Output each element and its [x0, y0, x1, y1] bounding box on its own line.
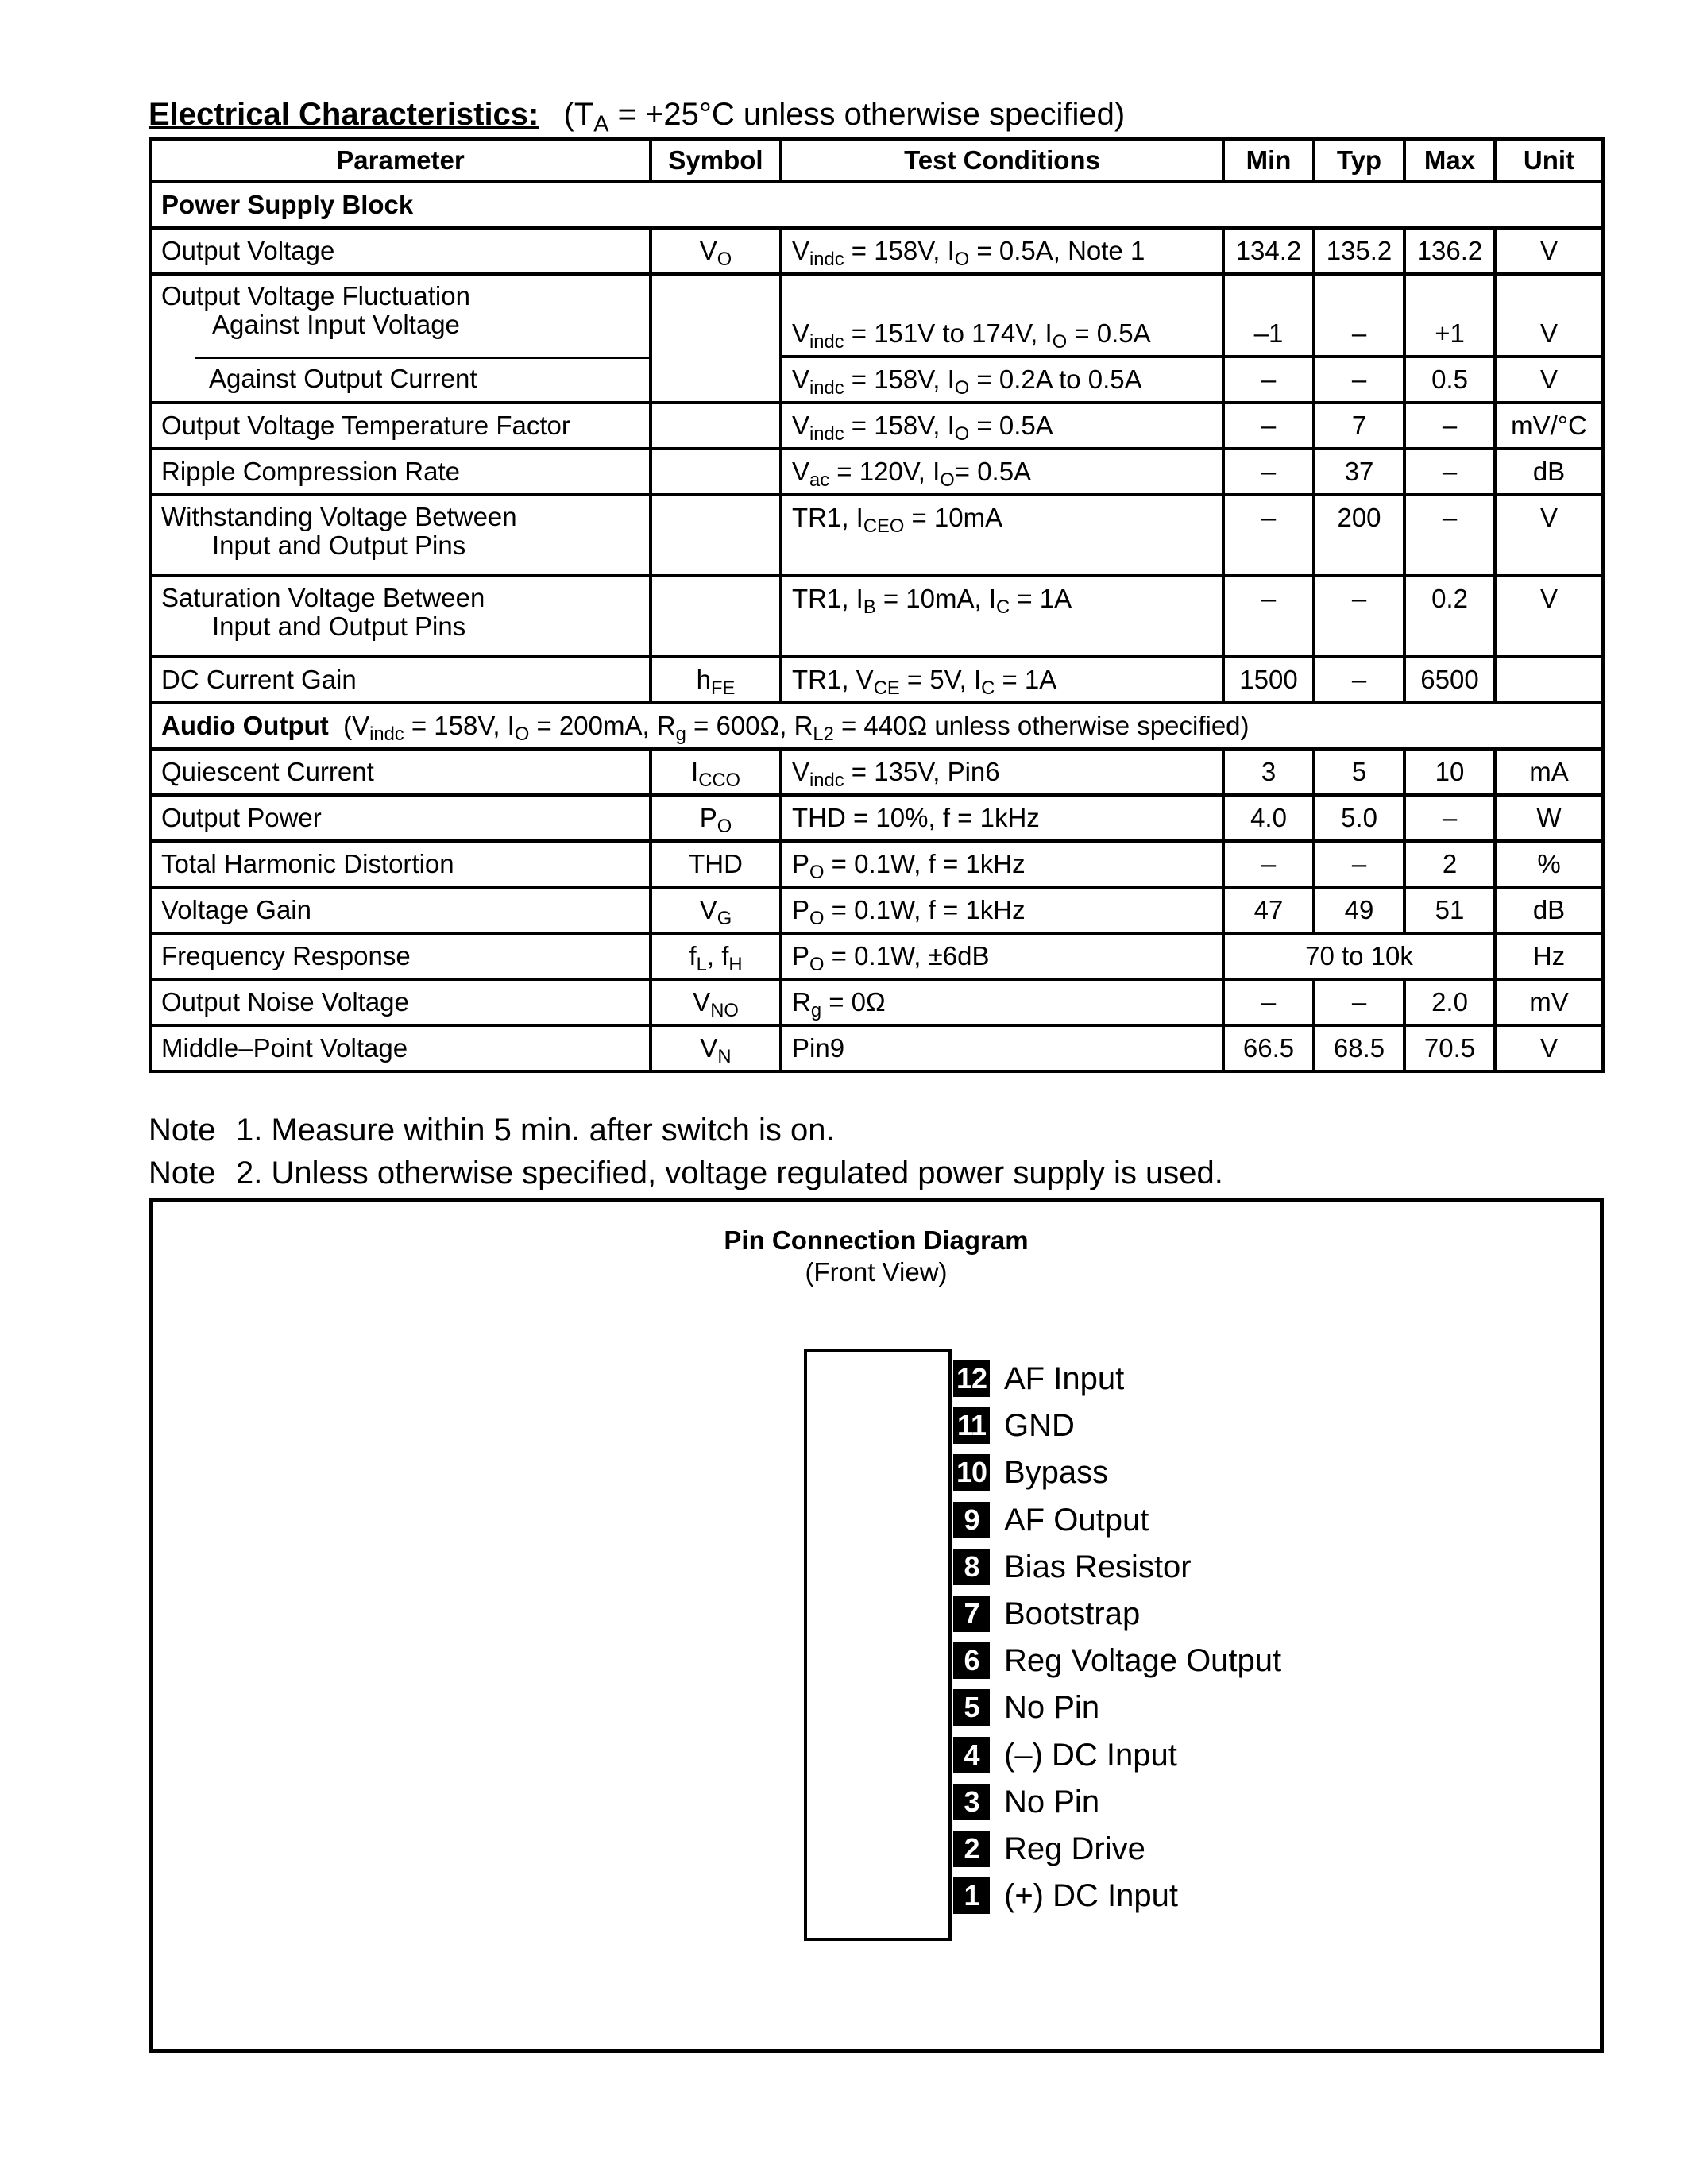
- table-row: [150, 795, 1603, 841]
- condition-cell: THD = 10%, f = 1kHz: [781, 795, 1223, 841]
- header-max: Max: [1404, 139, 1495, 182]
- pin-label: No Pin: [1004, 1784, 1100, 1819]
- param-cell: Withstanding Voltage Between Input and Output Pins: [150, 495, 651, 576]
- symbol-cell: $V_{NO}$: [651, 979, 781, 1025]
- pin-number: 7: [953, 1596, 990, 1632]
- symbol-cell: [651, 576, 781, 657]
- pin-row: [953, 1735, 1177, 1775]
- pin-label: Reg Drive: [1004, 1831, 1145, 1866]
- symbol-cell: [651, 403, 781, 449]
- section-audio-output: Audio Output ($V_{indc} = 158V$, $I_O = 200mA$, $R_g = 600\Omega$, $R_{L2} = 440\Omega$ unless otherwise specified): [150, 703, 1603, 749]
- pin-number: 5: [953, 1689, 990, 1726]
- pin-row: [953, 1547, 1192, 1587]
- typ-cell: –: [1314, 576, 1404, 657]
- table-header-row: [150, 139, 1603, 182]
- table-row: [150, 576, 1603, 657]
- title-condition: ($T_A = +25^\circ C$ unless otherwise specified): [563, 97, 1126, 137]
- min-cell: 47: [1223, 887, 1314, 933]
- table-row: [150, 1025, 1603, 1071]
- param-cell: Middle–Point Voltage: [150, 1025, 651, 1071]
- table-row: [150, 228, 1603, 274]
- param-cell: Output Power: [150, 795, 651, 841]
- condition-cell: TR1, $I_{CEO} = 10mA$: [781, 495, 1223, 576]
- unit-cell: V: [1495, 357, 1603, 403]
- pin-label: Bootstrap: [1004, 1596, 1141, 1631]
- param-cell: DC Current Gain: [150, 657, 651, 703]
- pin-number: 2: [953, 1831, 990, 1867]
- condition-cell: $V_{indc} = 158V$, $I_O = 0.2A$ to 0.5A: [781, 357, 1223, 403]
- pin-row: [953, 1406, 1075, 1445]
- typ-cell: 200: [1314, 495, 1404, 576]
- max-cell: 0.2: [1404, 576, 1495, 657]
- title-heading: Electrical Characteristics:: [149, 97, 539, 132]
- pin-number: 12: [953, 1360, 990, 1397]
- typ-cell: –: [1314, 357, 1404, 403]
- header-test-conditions: Test Conditions: [781, 139, 1223, 182]
- unit-cell: V: [1495, 1025, 1603, 1071]
- pin-label: GND: [1004, 1407, 1075, 1443]
- pin-row: [953, 1782, 1099, 1822]
- table-row: [150, 357, 1603, 403]
- max-cell: 2.0: [1404, 979, 1495, 1025]
- typ-cell: –: [1314, 274, 1404, 357]
- pin-row: [953, 1641, 1281, 1680]
- symbol-cell: $V_O$: [651, 228, 781, 274]
- symbol-cell: $V_G$: [651, 887, 781, 933]
- min-cell: 134.2: [1223, 228, 1314, 274]
- table-row: [150, 979, 1603, 1025]
- ic-package-outline: [804, 1349, 952, 1941]
- max-cell: 6500: [1404, 657, 1495, 703]
- max-cell: 0.5: [1404, 357, 1495, 403]
- min-cell: 1500: [1223, 657, 1314, 703]
- pin-number: 1: [953, 1877, 990, 1914]
- range-cell: 70 to 10k: [1223, 933, 1495, 979]
- max-cell: –: [1404, 495, 1495, 576]
- pin-label: Reg Voltage Output: [1004, 1642, 1282, 1678]
- header-unit: Unit: [1495, 139, 1603, 182]
- pin-row: [953, 1688, 1099, 1727]
- param-cell: Output Voltage Fluctuation Against Input Voltage: [150, 274, 651, 357]
- param-cell: Against Output Current: [150, 357, 651, 403]
- param-cell: Saturation Voltage Between Input and Output Pins: [150, 576, 651, 657]
- symbol-cell: [651, 495, 781, 576]
- typ-cell: 37: [1314, 449, 1404, 495]
- unit-cell: %: [1495, 841, 1603, 887]
- condition-cell: $P_O = 0.1W$, f = 1kHz: [781, 887, 1223, 933]
- min-cell: –: [1223, 576, 1314, 657]
- unit-cell: V: [1495, 495, 1603, 576]
- section-power-supply: Power Supply Block: [150, 182, 1603, 228]
- symbol-cell: $I_{CCO}$: [651, 749, 781, 795]
- min-cell: 66.5: [1223, 1025, 1314, 1071]
- unit-cell: mA: [1495, 749, 1603, 795]
- max-cell: 51: [1404, 887, 1495, 933]
- min-cell: –1: [1223, 274, 1314, 357]
- pin-row: [953, 1359, 1124, 1399]
- table-row: [150, 749, 1603, 795]
- condition-cell: $V_{indc} = 158V$, $I_O = 0.5A$, Note 1: [781, 228, 1223, 274]
- table-row: [150, 449, 1603, 495]
- pin-connection-diagram: [149, 1198, 1604, 2053]
- min-cell: 4.0: [1223, 795, 1314, 841]
- unit-cell: dB: [1495, 449, 1603, 495]
- symbol-cell: $V_N$: [651, 1025, 781, 1071]
- pin-label: (–) DC Input: [1004, 1737, 1177, 1773]
- condition-cell: $V_{indc} = 158V$, $I_O = 0.5A$: [781, 403, 1223, 449]
- table-row: [150, 403, 1603, 449]
- pin-number: 9: [953, 1502, 990, 1538]
- param-cell: Total Harmonic Distortion: [150, 841, 651, 887]
- diagram-subtitle: (Front View): [805, 1257, 948, 1287]
- typ-cell: 49: [1314, 887, 1404, 933]
- condition-cell: $V_{ac} = 120V$, $I_O= 0.5A$: [781, 449, 1223, 495]
- unit-cell: mV: [1495, 979, 1603, 1025]
- pin-label: AF Input: [1004, 1360, 1125, 1396]
- pin-number: 10: [953, 1454, 990, 1491]
- symbol-cell: $P_O$: [651, 795, 781, 841]
- typ-cell: 7: [1314, 403, 1404, 449]
- pin-row: [953, 1453, 1108, 1492]
- typ-cell: 5: [1314, 749, 1404, 795]
- unit-cell: Hz: [1495, 933, 1603, 979]
- min-cell: –: [1223, 357, 1314, 403]
- pin-label: AF Output: [1004, 1502, 1149, 1538]
- min-cell: –: [1223, 403, 1314, 449]
- unit-cell: V: [1495, 274, 1603, 357]
- typ-cell: 68.5: [1314, 1025, 1404, 1071]
- typ-cell: –: [1314, 657, 1404, 703]
- note-1: Note 1. Measure within 5 min. after switch is on.: [149, 1113, 835, 1148]
- header-parameter: Parameter: [150, 139, 651, 182]
- pin-label: No Pin: [1004, 1689, 1100, 1725]
- condition-cell: $R_g = 0\Omega$: [781, 979, 1223, 1025]
- page-title: [149, 91, 1602, 138]
- param-cell: Voltage Gain: [150, 887, 651, 933]
- unit-cell: mV/°C: [1495, 403, 1603, 449]
- symbol-cell: [651, 274, 781, 357]
- pin-row: [953, 1829, 1145, 1869]
- max-cell: +1: [1404, 274, 1495, 357]
- min-cell: 3: [1223, 749, 1314, 795]
- table-row: [150, 657, 1603, 703]
- pin-row: [953, 1500, 1149, 1540]
- pin-number: 11: [953, 1407, 990, 1444]
- unit-cell: V: [1495, 576, 1603, 657]
- typ-cell: 5.0: [1314, 795, 1404, 841]
- pin-number: 8: [953, 1549, 990, 1585]
- condition-cell: TR1, $V_{CE} = 5V$, $I_C = 1A$: [781, 657, 1223, 703]
- header-symbol: Symbol: [651, 139, 781, 182]
- condition-cell: $P_O = 0.1W$, ±6dB: [781, 933, 1223, 979]
- notes: [149, 1109, 1223, 1194]
- table-row: [150, 495, 1603, 576]
- pin-row: [953, 1876, 1178, 1916]
- min-cell: –: [1223, 841, 1314, 887]
- section-row-audio: [150, 703, 1603, 749]
- typ-cell: –: [1314, 979, 1404, 1025]
- condition-cell: $V_{indc} = 135V$, Pin6: [781, 749, 1223, 795]
- param-cell: Ripple Compression Rate: [150, 449, 651, 495]
- symbol-cell: [651, 357, 781, 403]
- electrical-characteristics-table: [149, 137, 1605, 1073]
- unit-cell: dB: [1495, 887, 1603, 933]
- condition-cell: $V_{indc} = 151V$ to 174V, $I_O = 0.5A$: [781, 274, 1223, 357]
- section-row-power: [150, 182, 1603, 228]
- table-row: [150, 841, 1603, 887]
- max-cell: 136.2: [1404, 228, 1495, 274]
- pin-label: (+) DC Input: [1004, 1877, 1178, 1913]
- max-cell: 10: [1404, 749, 1495, 795]
- max-cell: –: [1404, 795, 1495, 841]
- unit-cell: [1495, 657, 1603, 703]
- unit-cell: V: [1495, 228, 1603, 274]
- param-cell: Output Voltage Temperature Factor: [150, 403, 651, 449]
- symbol-cell: $f_L$, $f_H$: [651, 933, 781, 979]
- pin-row: [953, 1594, 1140, 1634]
- param-cell: Output Noise Voltage: [150, 979, 651, 1025]
- pin-number: 4: [953, 1737, 990, 1773]
- condition-cell: $P_O = 0.1W$, f = 1kHz: [781, 841, 1223, 887]
- symbol-cell: $h_{FE}$: [651, 657, 781, 703]
- typ-cell: 135.2: [1314, 228, 1404, 274]
- table-row: [150, 933, 1603, 979]
- symbol-cell: [651, 449, 781, 495]
- max-cell: –: [1404, 403, 1495, 449]
- table-row: [150, 887, 1603, 933]
- pin-label: Bias Resistor: [1004, 1549, 1192, 1584]
- pin-label: Bypass: [1004, 1454, 1109, 1490]
- pin-number: 6: [953, 1642, 990, 1679]
- param-cell: Frequency Response: [150, 933, 651, 979]
- param-cell: Quiescent Current: [150, 749, 651, 795]
- header-typ: Typ: [1314, 139, 1404, 182]
- max-cell: 70.5: [1404, 1025, 1495, 1071]
- max-cell: –: [1404, 449, 1495, 495]
- unit-cell: W: [1495, 795, 1603, 841]
- typ-cell: –: [1314, 841, 1404, 887]
- condition-cell: TR1, $I_B = 10mA$, $I_C = 1A$: [781, 576, 1223, 657]
- condition-cell: Pin9: [781, 1025, 1223, 1071]
- pin-number: 3: [953, 1784, 990, 1820]
- min-cell: –: [1223, 979, 1314, 1025]
- diagram-title: Pin Connection Diagram: [724, 1225, 1029, 1255]
- note-2: Note 2. Unless otherwise specified, voltage regulated power supply is used.: [149, 1156, 1223, 1190]
- table-row: [150, 274, 1603, 357]
- symbol-cell: THD: [651, 841, 781, 887]
- min-cell: –: [1223, 449, 1314, 495]
- param-cell: Output Voltage: [150, 228, 651, 274]
- header-min: Min: [1223, 139, 1314, 182]
- max-cell: 2: [1404, 841, 1495, 887]
- min-cell: –: [1223, 495, 1314, 576]
